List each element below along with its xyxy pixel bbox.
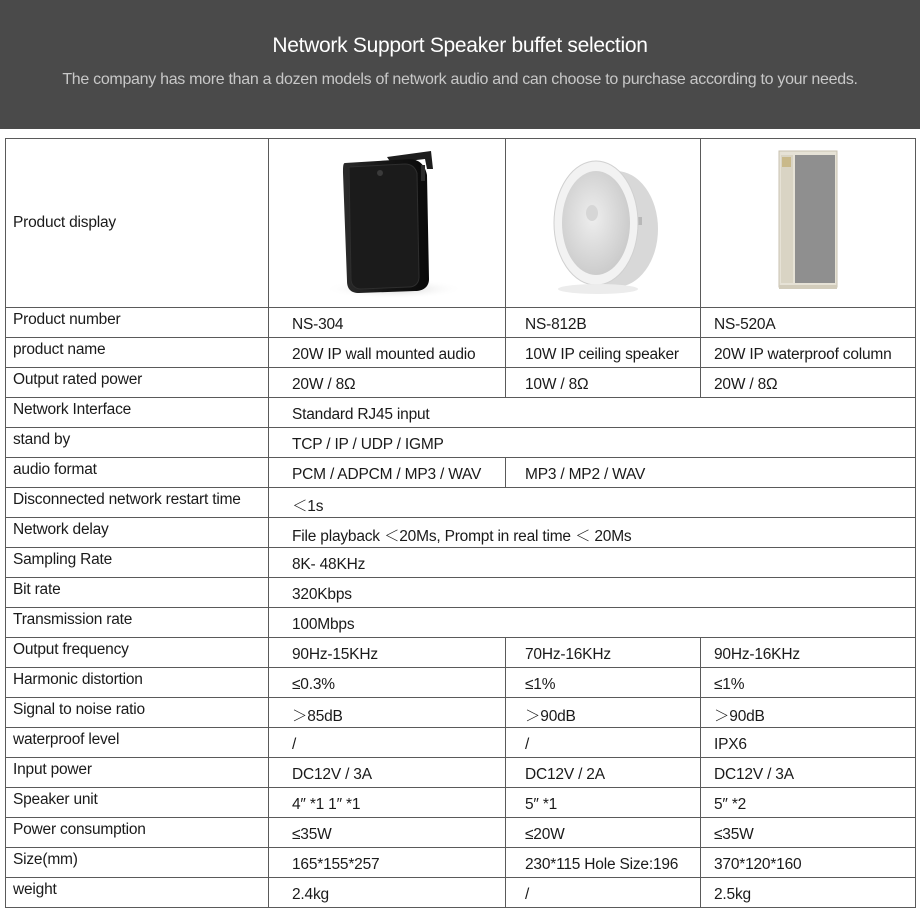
row-label: Harmonic distortion	[6, 668, 269, 698]
page-title: Network Support Speaker buffet selection	[272, 34, 648, 57]
spec-value: ＞90dB	[701, 698, 916, 728]
product-image-cell	[701, 139, 916, 308]
white-ceiling-speaker-image	[506, 139, 700, 307]
spec-value: 10W / 8Ω	[506, 368, 701, 398]
spec-row	[6, 398, 916, 428]
spec-row	[6, 698, 916, 728]
product-image-cell	[269, 139, 506, 308]
spec-value: 165*155*257	[269, 848, 506, 878]
spec-value: ＞90dB	[506, 698, 701, 728]
spec-value-shared: 100Mbps	[269, 608, 916, 638]
spec-value: 20W / 8Ω	[269, 368, 506, 398]
row-label: product name	[6, 338, 269, 368]
spec-value: ＞85dB	[269, 698, 506, 728]
spec-row	[6, 668, 916, 698]
row-label: Input power	[6, 758, 269, 788]
spec-row	[6, 758, 916, 788]
header-banner	[0, 0, 920, 129]
row-label: waterproof level	[6, 728, 269, 758]
spec-row	[6, 308, 916, 338]
spec-value: ≤0.3%	[269, 668, 506, 698]
row-label: Network delay	[6, 518, 269, 548]
spec-value: /	[269, 728, 506, 758]
spec-row	[6, 548, 916, 578]
spec-value-shared: Standard RJ45 input	[269, 398, 916, 428]
black-wall-speaker-image	[269, 139, 505, 307]
spec-value: 70Hz-16KHz	[506, 638, 701, 668]
row-label: Transmission rate	[6, 608, 269, 638]
spec-value: 90Hz-16KHz	[701, 638, 916, 668]
spec-value: ≤1%	[701, 668, 916, 698]
product-display-row	[6, 139, 916, 308]
spec-value: NS-304	[269, 308, 506, 338]
page-subtitle: The company has more than a dozen models of network audio and can choose to purchase according to your needs.	[62, 71, 858, 88]
spec-value-shared: 8K- 48KHz	[269, 548, 916, 578]
spec-value-shared: 320Kbps	[269, 578, 916, 608]
spec-value: 4″ *1 1″ *1	[269, 788, 506, 818]
spec-value: 20W IP waterproof column	[701, 338, 916, 368]
spec-value-shared: File playback ＜20Ms, Prompt in real time ＜ 20Ms	[269, 518, 916, 548]
spec-value: DC12V / 3A	[701, 758, 916, 788]
white-column-speaker-image	[701, 139, 915, 307]
spec-value: ≤35W	[269, 818, 506, 848]
spec-value: ≤20W	[506, 818, 701, 848]
spec-value: MP3 / MP2 / WAV	[506, 458, 916, 488]
spec-row	[6, 818, 916, 848]
row-label: Disconnected network restart time	[6, 488, 269, 518]
spec-value: NS-520A	[701, 308, 916, 338]
spec-value: 90Hz-15KHz	[269, 638, 506, 668]
spec-row	[6, 368, 916, 398]
spec-value: ≤1%	[506, 668, 701, 698]
spec-value: 2.5kg	[701, 878, 916, 908]
spec-table	[5, 138, 916, 908]
spec-row	[6, 638, 916, 668]
spec-value: PCM / ADPCM / MP3 / WAV	[269, 458, 506, 488]
row-label: audio format	[6, 458, 269, 488]
spec-row	[6, 878, 916, 908]
spec-value: IPX6	[701, 728, 916, 758]
spec-row	[6, 338, 916, 368]
row-label: Output frequency	[6, 638, 269, 668]
spec-value: 370*120*160	[701, 848, 916, 878]
row-label: Sampling Rate	[6, 548, 269, 578]
spec-value: /	[506, 878, 701, 908]
spec-value: DC12V / 3A	[269, 758, 506, 788]
spec-value: 5″ *1	[506, 788, 701, 818]
spec-row	[6, 728, 916, 758]
spec-value: DC12V / 2A	[506, 758, 701, 788]
spec-value: 20W / 8Ω	[701, 368, 916, 398]
spec-row	[6, 428, 916, 458]
row-label: Network Interface	[6, 398, 269, 428]
spec-value: ≤35W	[701, 818, 916, 848]
spec-value-shared: ＜1s	[269, 488, 916, 518]
spec-row	[6, 788, 916, 818]
spec-value-shared: TCP / IP / UDP / IGMP	[269, 428, 916, 458]
row-label: stand by	[6, 428, 269, 458]
row-label: Product display	[6, 139, 269, 308]
spec-value: 2.4kg	[269, 878, 506, 908]
row-label: Product number	[6, 308, 269, 338]
row-label: Signal to noise ratio	[6, 698, 269, 728]
spec-value: 10W IP ceiling speaker	[506, 338, 701, 368]
spec-row	[6, 848, 916, 878]
spec-row	[6, 458, 916, 488]
product-image-cell	[506, 139, 701, 308]
spec-row	[6, 488, 916, 518]
row-label: Output rated power	[6, 368, 269, 398]
row-label: weight	[6, 878, 269, 908]
row-label: Bit rate	[6, 578, 269, 608]
spec-value: 230*115 Hole Size:196	[506, 848, 701, 878]
spec-row	[6, 578, 916, 608]
spec-value: 5″ *2	[701, 788, 916, 818]
spec-value: NS-812B	[506, 308, 701, 338]
row-label: Size(mm)	[6, 848, 269, 878]
spec-row	[6, 608, 916, 638]
spec-value: 20W IP wall mounted audio	[269, 338, 506, 368]
row-label: Speaker unit	[6, 788, 269, 818]
row-label: Power consumption	[6, 818, 269, 848]
spec-value: /	[506, 728, 701, 758]
spec-row	[6, 518, 916, 548]
